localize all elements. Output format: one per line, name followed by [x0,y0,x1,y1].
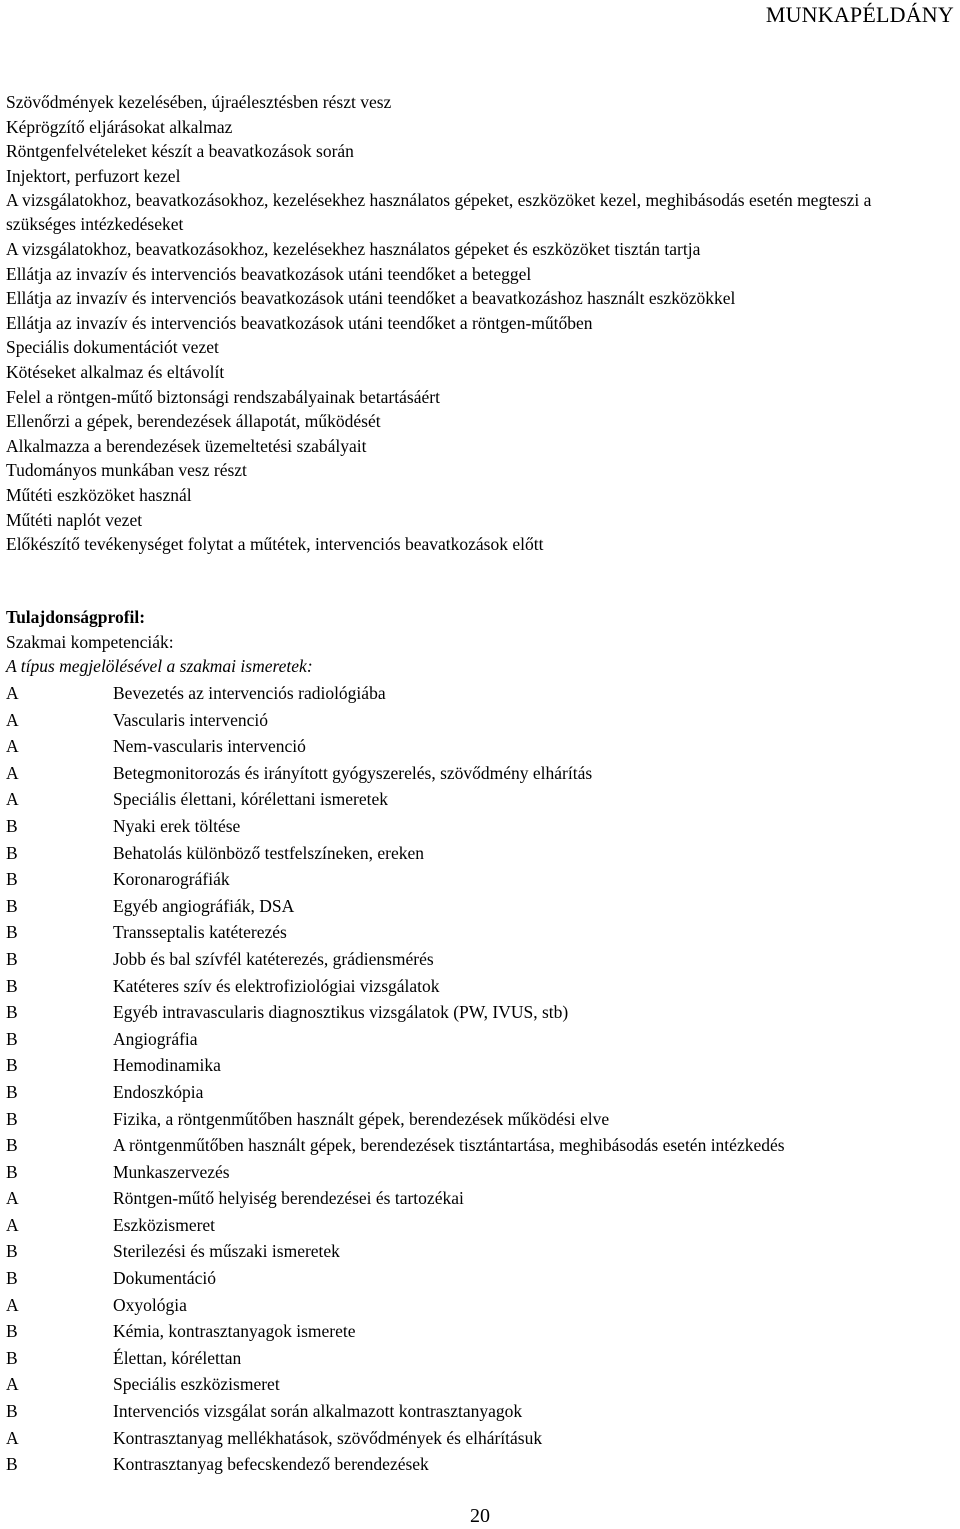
task-item: Ellátja az invazív és intervenciós beavatkozások utáni teendőket a röntgen-műtőben [6,312,593,333]
knowledge-topic: Fizika, a röntgenműtőben használt gépek, berendezések működési elve [113,1108,610,1129]
knowledge-topic: Behatolás különböző testfelszíneken, ereken [113,842,425,863]
document-stamp: MUNKAPÉLDÁNY [765,2,954,27]
knowledge-topic: Endoszkópia [113,1081,204,1102]
knowledge-level: B [6,1108,18,1129]
knowledge-level: A [6,789,19,810]
knowledge-row [6,919,936,946]
knowledge-level: A [6,1188,19,1209]
knowledge-topic: Jobb és bal szívfél katéterezés, grádiensmérés [113,948,434,969]
knowledge-row [6,1292,936,1319]
task-item: Tudományos munkában vesz részt [6,460,247,481]
knowledge-row [6,680,936,707]
task-item: Alkalmazza a berendezések üzemeltetési szabályait [6,435,367,456]
knowledge-level: B [6,1002,18,1023]
knowledge-level: A [6,683,19,703]
knowledge-level: A [6,762,19,783]
knowledge-topic: Dokumentáció [113,1268,217,1289]
knowledge-row [6,1238,936,1265]
knowledge-topic: Munkaszervezés [113,1161,230,1182]
task-item: Röntgenfelvételeket készít a beavatkozások során [6,141,354,162]
knowledge-row [6,1451,936,1478]
knowledge-topic: Intervenciós vizsgálat során alkalmazott kontrasztanyagok [113,1401,523,1422]
task-item: Szövődmények kezelésében, újraélesztésben részt vesz [6,92,392,112]
knowledge-row [6,1265,936,1292]
knowledge-level: B [6,1321,18,1342]
task-item: A vizsgálatokhoz, beavatkozásokhoz, kezelésekhez használatos gépeket és eszközöket tisztán tartja [6,238,701,259]
task-item: Injektort, perfuzort kezel [6,165,181,186]
knowledge-level: B [6,1055,18,1076]
knowledge-topic: Vascularis intervenció [113,709,269,730]
knowledge-topic: Speciális élettani, kórélettani ismeretek [113,789,389,810]
knowledge-row [6,893,936,920]
knowledge-row [6,1185,936,1212]
knowledge-topic: Élettan, kórélettan [113,1347,242,1368]
task-item: Képrögzítő eljárásokat alkalmaz [6,116,233,137]
knowledge-topic: Angiográfia [113,1028,198,1049]
knowledge-row [6,1106,936,1133]
knowledge-level: B [6,895,18,916]
knowledge-level: A [6,736,19,757]
knowledge-row [6,813,936,840]
knowledge-row [6,999,936,1026]
knowledge-topic: Nem-vascularis intervenció [113,736,306,757]
task-item: Kötéseket alkalmaz és eltávolít [6,361,225,382]
knowledge-level: B [6,1135,18,1156]
knowledge-row [6,840,936,867]
knowledge-topic: Kontrasztanyag befecskendező berendezések [113,1454,429,1475]
knowledge-row [6,707,936,734]
knowledge-level: B [6,1401,18,1422]
knowledge-topic: Katéteres szív és elektrofiziológiai vizsgálatok [113,975,440,996]
knowledge-level: A [6,1214,19,1235]
knowledge-level: B [6,842,18,863]
knowledge-level: B [6,1347,18,1368]
knowledge-topic: Egyéb intravascularis diagnosztikus vizsgálatok (PW, IVUS, stb) [113,1002,569,1023]
knowledge-row [6,1425,936,1452]
task-item: Ellátja az invazív és intervenciós beavatkozások utáni teendőket a beteggel [6,263,532,284]
knowledge-level: B [6,1161,18,1182]
task-item: Ellátja az invazív és intervenciós beavatkozások utáni teendőket a beavatkozáshoz használt eszközökkel [6,288,736,309]
knowledge-row [6,1345,936,1372]
knowledge-row [6,760,936,787]
knowledge-topic: Transseptalis katéterezés [113,922,287,943]
knowledge-topic: Koronarográfiák [113,869,230,890]
knowledge-topic: Betegmonitorozás és irányított gyógyszerelés, szövődmény elhárítás [113,762,593,783]
knowledge-level: A [6,1427,19,1448]
knowledge-topic: Speciális eszközismeret [113,1374,280,1395]
knowledge-row [6,1026,936,1053]
knowledge-row [6,973,936,1000]
knowledge-row [6,1318,936,1345]
knowledge-topic: Bevezetés az intervenciós radiológiába [113,683,386,703]
section-note: A típus megjelölésével a szakmai ismeretek: [6,656,313,676]
task-item: Speciális dokumentációt vezet [6,337,219,358]
knowledge-level: B [6,1081,18,1102]
task-item: Ellenőrzi a gépek, berendezések állapotát, működését [6,411,381,432]
knowledge-row [6,1371,936,1398]
knowledge-level: B [6,815,18,836]
property-profile-section [6,604,936,1478]
knowledge-level: A [6,1374,19,1395]
task-item: Előkészítő tevékenységet folytat a műtétek, intervenciós beavatkozások előtt [6,534,544,555]
knowledge-row [6,1079,936,1106]
knowledge-topic: Egyéb angiográfiák, DSA [113,895,295,916]
knowledge-table [6,680,936,1478]
knowledge-level: B [6,975,18,996]
knowledge-row [6,1052,936,1079]
knowledge-level: B [6,948,18,969]
task-item: Műtéti naplót vezet [6,509,143,530]
task-list [6,90,936,557]
knowledge-level: B [6,1028,18,1049]
section-subtitle: Szakmai kompetenciák: [6,632,174,652]
knowledge-topic: Oxyológia [113,1294,187,1315]
knowledge-topic: Eszközismeret [113,1214,216,1235]
knowledge-row [6,1159,936,1186]
section-title: Tulajdonságprofil: [6,607,146,627]
knowledge-row [6,786,936,813]
task-item: Felel a röntgen-műtő biztonsági rendszabályainak betartásáért [6,386,440,407]
knowledge-level: B [6,1268,18,1289]
knowledge-level: A [6,1294,19,1315]
knowledge-row [6,1398,936,1425]
knowledge-row [6,866,936,893]
page-number: 20 [470,1505,490,1527]
task-item: A vizsgálatokhoz, beavatkozásokhoz, kezelésekhez használatos gépeket, eszközöket kezel, meghibásodás esetén megteszi a szükséges intézkedéseket [6,190,872,235]
knowledge-topic: Nyaki erek töltése [113,815,241,836]
knowledge-topic: A röntgenműtőben használt gépek, berendezések tisztántartása, meghibásodás esetén intézkedés [113,1135,785,1156]
task-item: Műtéti eszközöket használ [6,484,192,505]
knowledge-topic: Kémia, kontrasztanyagok ismerete [113,1321,356,1342]
knowledge-topic: Sterilezési és műszaki ismeretek [113,1241,340,1262]
knowledge-level: B [6,1454,18,1475]
knowledge-level: B [6,1241,18,1262]
knowledge-topic: Kontrasztanyag mellékhatások, szövődmények és elhárításuk [113,1427,543,1448]
knowledge-topic: Hemodinamika [113,1055,221,1076]
knowledge-row [6,733,936,760]
knowledge-level: B [6,922,18,943]
knowledge-level: B [6,869,18,890]
knowledge-row [6,946,936,973]
knowledge-row [6,1212,936,1239]
knowledge-topic: Röntgen-műtő helyiség berendezései és tartozékai [113,1188,464,1209]
knowledge-level: A [6,709,19,730]
knowledge-row [6,1132,936,1159]
